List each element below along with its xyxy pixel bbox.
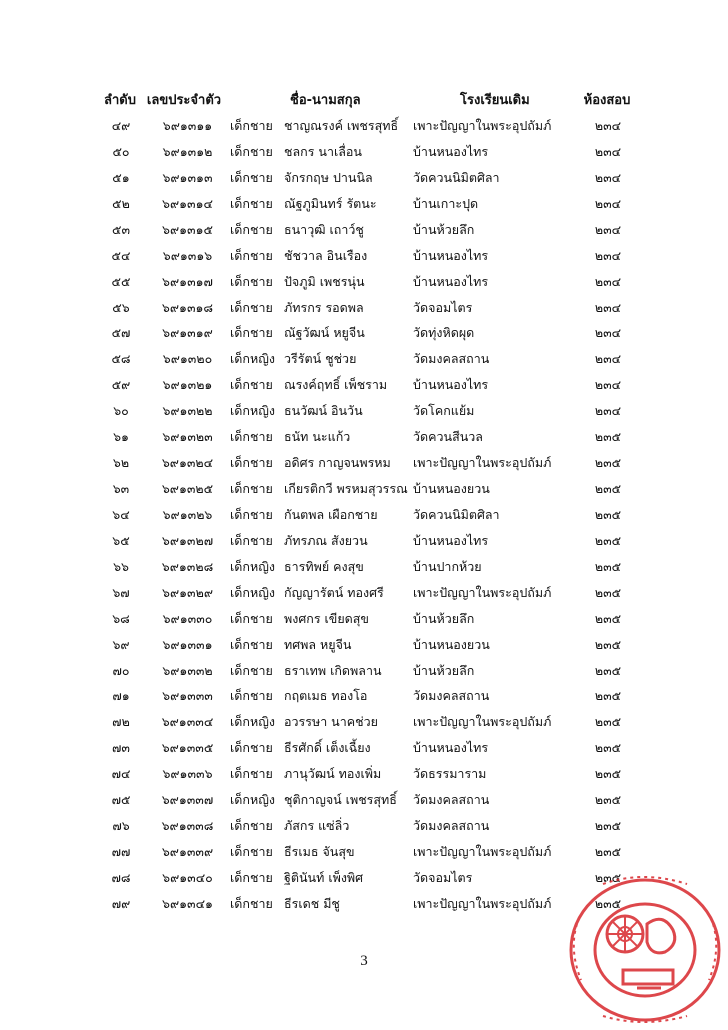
previous-school: บ้านห้วยลึก [413,610,475,626]
student-title: เด็กชาย [230,610,273,626]
exam-room: ๒๓๔ [594,169,622,185]
row-no: ๕๓ [111,221,130,237]
table-row [0,298,728,318]
previous-school: บ้านหนองไทร [413,273,489,289]
student-id: ๖๙๑๓๓๔ [161,714,214,730]
student-id: ๖๙๑๓๒๓ [162,429,213,445]
table-row [0,583,728,603]
student-name: ธนัท นะแก้ว [284,429,351,445]
row-no: ๗๔ [111,766,131,782]
student-title: เด็กชาย [230,740,273,756]
student-id: ๖๙๑๓๓๒ [162,662,213,678]
table-row [0,557,728,577]
student-id: ๖๙๑๓๓๘ [161,818,214,834]
page-number: 3 [360,953,368,969]
previous-school: บ้านหนองไทร [413,143,489,159]
student-id: ๖๙๑๓๓๗ [161,792,214,808]
student-name: ณัฐวัฒน์ หยูจีน [284,325,365,341]
row-no: ๗๕ [111,792,131,808]
student-title: เด็กชาย [230,195,273,211]
exam-room: ๒๓๕ [594,481,622,497]
table-row [0,168,728,188]
row-no: ๗๖ [112,818,130,834]
row-no: ๖๗ [112,584,130,600]
previous-school: เพาะปัญญาในพระอุปถัมภ์ [413,455,552,471]
exam-room: ๒๓๕ [594,818,622,834]
student-id: ๖๙๑๓๓๑ [162,636,213,652]
row-no: ๖๑ [113,429,129,445]
row-no: ๕๒ [112,195,130,211]
student-title: เด็กชาย [230,895,273,911]
row-no: ๖๙ [112,636,130,652]
student-id: ๖๙๑๓๑๑ [162,118,213,133]
student-id: ๖๙๑๓๒๒ [162,403,213,419]
exam-room: ๒๓๕ [594,532,622,548]
student-title: เด็กชาย [230,169,273,185]
row-no: ๖๕ [112,532,130,548]
row-no: ๖๖ [113,558,129,574]
student-name: อดิศร กาญจนพรหม [284,455,391,471]
previous-school: เพาะปัญญาในพระอุปถัมภ์ [413,118,552,133]
exam-room: ๒๓๕ [594,844,622,860]
exam-room: ๒๓๕ [594,895,622,911]
student-id: ๖๙๑๓๔๑ [162,895,213,911]
header-name: ชื่อ-นามสกุล [290,93,361,108]
exam-room: ๒๓๕ [594,766,622,782]
row-no: ๖๐ [113,403,129,419]
row-no: ๗๑ [112,688,130,704]
table-row [0,661,728,681]
header-id: เลขประจำตัว [146,93,222,108]
student-title: เด็กชาย [230,688,273,704]
student-title: เด็กชาย [230,143,273,159]
student-title: เด็กชาย [230,506,273,522]
student-name: ชาญณรงค์ เพชรสุทธิ์ [284,118,399,133]
student-title: เด็กชาย [230,118,273,133]
table-row [0,764,728,784]
student-name: ภัสกร แซ่ลิ่ว [284,818,350,834]
exam-room: ๒๓๔ [594,299,622,315]
row-no: ๕๖ [112,299,130,315]
student-name: ธีรเมธ จันสุข [284,844,355,860]
exam-room: ๒๓๕ [594,636,622,652]
student-title: เด็กชาย [230,481,273,497]
table-row [0,738,728,758]
student-title: เด็กชาย [230,247,273,263]
student-id: ๖๙๑๓๑๓ [162,169,213,185]
previous-school: วัดจอมไตร [413,869,473,885]
exam-room: ๒๓๕ [594,584,622,600]
student-id: ๖๙๑๓๑๖ [162,247,213,263]
student-title: เด็กชาย [230,455,273,471]
previous-school: วัดโคกแย้ม [413,403,475,419]
header-school: โรงเรียนเดิม [460,93,530,108]
student-id: ๖๙๑๓๒๖ [162,506,213,522]
row-no: ๗๒ [112,714,130,730]
exam-room: ๒๓๔ [594,118,622,133]
previous-school: บ้านหนองไทร [413,377,489,393]
previous-school: บ้านหนองไทร [413,247,489,263]
exam-room: ๒๓๕ [594,429,622,445]
row-no: ๗๘ [111,869,131,885]
table-row [0,375,728,395]
previous-school: เพาะปัญญาในพระอุปถัมภ์ [413,895,552,911]
row-no: ๕๑ [112,169,130,185]
student-name: ณรงค์ฤทธิ์ เพ็ชราม [284,377,388,393]
student-name: ชลกร นาเลื่อน [284,143,362,159]
exam-room: ๒๓๕ [594,558,622,574]
student-title: เด็กชาย [230,532,273,548]
exam-room: ๒๓๔ [594,221,622,237]
student-name: ทศพล หยูจีน [284,636,352,652]
previous-school: บ้านปากห้วย [413,558,482,574]
previous-school: เพาะปัญญาในพระอุปถัมภ์ [413,714,552,730]
student-name: ภัทรกร รอดพล [284,299,364,315]
exam-room: ๒๓๔ [594,195,622,211]
row-no: ๖๔ [112,506,130,522]
previous-school: วัดมงคลสถาน [413,688,490,704]
student-title: เด็กชาย [230,844,273,860]
student-id: ๖๙๑๓๑๙ [162,325,213,341]
table-row [0,323,728,343]
exam-room: ๒๓๔ [594,403,622,419]
student-name: ธีรเดช มีชู [284,895,340,911]
student-name: กัญญารัตน์ ทองศรี [284,584,384,600]
student-id: ๖๙๑๓๓๙ [161,844,214,860]
table-row [0,246,728,266]
exam-room: ๒๓๕ [594,740,622,756]
row-no: ๕๕ [111,273,131,289]
exam-room: ๒๓๔ [594,325,622,341]
row-no: ๕๘ [111,351,131,367]
row-no: ๗๐ [112,662,130,678]
student-name: จักรกฤษ ปานนิล [284,169,373,185]
student-title: เด็กหญิง [230,584,275,600]
previous-school: บ้านหนองไทร [413,740,489,756]
table-row [0,453,728,473]
student-title: เด็กชาย [230,662,273,678]
previous-school: เพาะปัญญาในพระอุปถัมภ์ [413,844,552,860]
previous-school: บ้านห้วยลึก [413,221,475,237]
student-id: ๖๙๑๓๑๒ [162,143,213,159]
previous-school: วัดมงคลสถาน [413,351,490,367]
previous-school: บ้านหนองยวน [413,481,490,497]
student-name: ธีรศักดิ์ เต็งเฉี้ยง [284,740,371,756]
previous-school: บ้านเกาะปุด [413,195,479,211]
exam-room: ๒๓๔ [594,377,622,393]
student-title: เด็กชาย [230,273,273,289]
exam-room: ๒๓๔ [594,247,622,263]
previous-school: วัดควนสีนวล [413,429,483,445]
student-name: ณัฐภูมินทร์ รัตนะ [284,195,377,211]
table-row [0,609,728,629]
student-name: ธนาวุฒิ เถาว์ชู [284,221,364,237]
previous-school: วัดควนนิมิตศิลา [413,169,500,185]
student-name: ภานุวัฒน์ ทองเพิ่ม [284,766,382,782]
table-row [0,142,728,162]
row-no: ๕๗ [111,325,131,341]
row-no: ๗๙ [111,895,131,911]
header-no: ลำดับ [104,93,136,108]
exam-room: ๒๓๔ [594,273,622,289]
student-name: ชัชวาล อินเรือง [284,247,368,263]
previous-school: บ้านหนองไทร [413,532,489,548]
student-id: ๖๙๑๓๑๔ [162,195,213,211]
row-no: ๕๔ [111,247,131,263]
student-title: เด็กชาย [230,766,273,782]
previous-school: วัดมงคลสถาน [413,792,490,808]
student-name: ชุติกาญจน์ เพชรสุทธิ์ [284,792,397,808]
exam-room: ๒๓๔ [594,143,622,159]
row-no: ๖๒ [112,455,130,471]
table-row [0,635,728,655]
student-name: เกียรติกวี พรหมสุวรรณ [284,481,408,497]
student-title: เด็กชาย [230,221,273,237]
table-row [0,686,728,706]
previous-school: วัดทุ่งหิดผุด [413,325,475,341]
exam-room: ๒๓๕ [594,662,622,678]
student-name: วรีรัตน์ ชูช่วย [284,351,357,367]
table-row [0,401,728,421]
exam-room: ๒๓๕ [594,610,622,626]
student-id: ๖๙๑๓๓๕ [161,740,214,756]
exam-room: ๒๓๕ [594,506,622,522]
student-title: เด็กหญิง [230,714,275,730]
exam-room: ๒๓๕ [594,714,622,730]
table-row [0,479,728,499]
student-id: ๖๙๑๓๓๖ [162,766,213,782]
table-row [0,116,728,136]
header-room: ห้องสอบ [583,93,631,108]
student-id: ๖๙๑๓๒๔ [161,455,214,471]
table-row [0,816,728,836]
table-header [0,91,728,111]
table-row [0,531,728,551]
row-no: ๗๗ [111,844,131,860]
table-row [0,505,728,525]
exam-room: ๒๓๕ [594,688,622,704]
previous-school: บ้านหนองยวน [413,636,490,652]
row-no: ๖๓ [112,481,130,497]
exam-room: ๒๓๕ [594,869,622,885]
student-name: พงศกร เขียดสุข [284,610,369,626]
row-no: ๕๙ [111,377,131,393]
student-id: ๖๙๑๓๑๕ [162,221,213,237]
student-id: ๖๙๑๓๒๑ [162,377,213,393]
row-no: ๔๙ [111,118,131,133]
row-no: ๖๘ [112,610,130,626]
previous-school: วัดจอมไตร [413,299,473,315]
student-id: ๖๙๑๓๓๐ [162,610,213,626]
student-id: ๖๙๑๓๔๐ [162,869,213,885]
student-title: เด็กชาย [230,325,273,341]
student-name: ปัจภูมิ เพชรนุ่น [284,273,365,289]
previous-school: วัดควนนิมิตศิลา [413,506,500,522]
student-title: เด็กหญิง [230,792,275,808]
previous-school: วัดธรรมาราม [413,766,487,782]
student-id: ๖๙๑๓๒๐ [162,351,213,367]
previous-school: วัดมงคลสถาน [413,818,490,834]
student-id: ๖๙๑๓๓๓ [162,688,213,704]
student-name: ธราเทพ เกิดพลาน [284,662,382,678]
student-title: เด็กหญิง [230,558,275,574]
student-id: ๖๙๑๓๒๙ [162,584,213,600]
table-row [0,349,728,369]
student-title: เด็กชาย [230,299,273,315]
student-title: เด็กชาย [230,869,273,885]
student-id: ๖๙๑๓๒๘ [161,558,214,574]
table-row [0,220,728,240]
student-name: กันตพล เผือกชาย [284,506,378,522]
student-name: ธนวัฒน์ อินวัน [284,403,363,419]
row-no: ๕๐ [112,143,130,159]
student-id: ๖๙๑๓๑๘ [161,299,214,315]
student-id: ๖๙๑๓๑๗ [162,273,213,289]
previous-school: เพาะปัญญาในพระอุปถัมภ์ [413,584,552,600]
student-title: เด็กชาย [230,429,273,445]
previous-school: บ้านห้วยลึก [413,662,475,678]
table-row [0,712,728,732]
exam-room: ๒๓๕ [594,792,622,808]
student-title: เด็กหญิง [230,403,275,419]
exam-room: ๒๓๕ [594,455,622,471]
student-name: อวรรษา นาคช่วย [284,714,378,730]
student-title: เด็กชาย [230,818,273,834]
student-title: เด็กชาย [230,377,273,393]
table-row [0,842,728,862]
table-row [0,790,728,810]
student-name: ภัทรภณ สังยวน [284,532,368,548]
student-title: เด็กหญิง [230,351,275,367]
table-row [0,427,728,447]
student-name: กฤตเมธ ทองโอ [284,688,368,704]
table-row [0,194,728,214]
student-id: ๖๙๑๓๒๗ [161,532,214,548]
row-no: ๗๓ [112,740,130,756]
exam-room: ๒๓๔ [594,351,622,367]
student-title: เด็กชาย [230,636,273,652]
school-seal-stamp [563,874,723,1024]
student-name: ฐิตินันท์ เพ็งพิศ [284,869,364,885]
student-id: ๖๙๑๓๒๕ [161,481,214,497]
student-name: ธารทิพย์ คงสุข [284,558,364,574]
table-row [0,272,728,292]
